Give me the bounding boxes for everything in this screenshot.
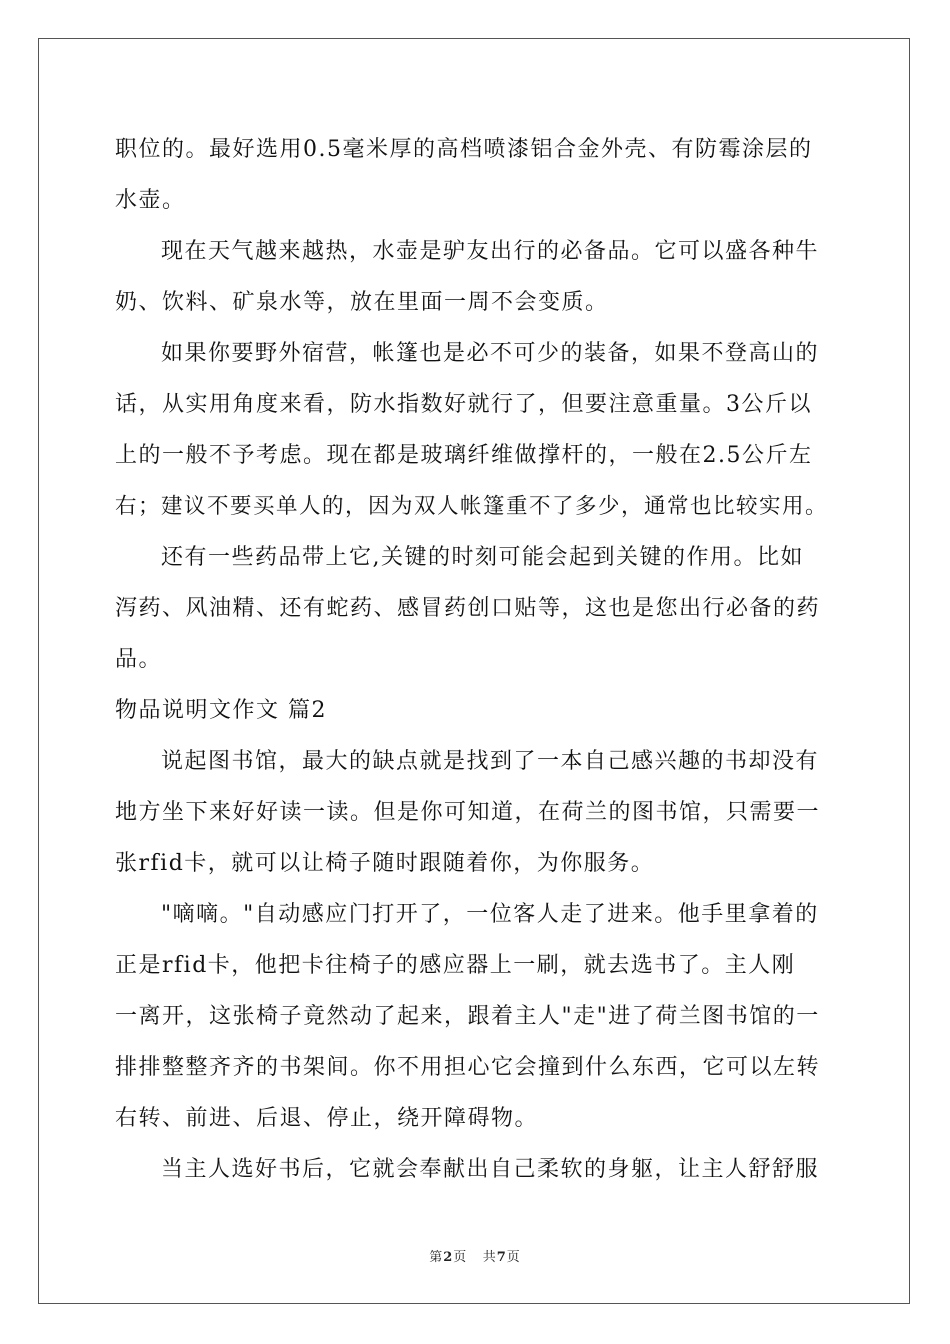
text-line: 品。 [115, 647, 163, 672]
text-line: 地方坐下来好好读一读。但是你可知道，在荷兰的图书馆，只需要一 [115, 800, 821, 825]
total-page-number: 7 [496, 1250, 507, 1265]
text-line: 现在天气越来越热，水壶是驴友出行的必备品。它可以盛各种牛 [161, 239, 820, 264]
text-line: 正是rfid卡，他把卡往椅子的感应器上一刷，就去选书了。主人刚 [115, 953, 796, 978]
text-line: 一离开，这张椅子竟然动了起来，跟着主人"走"进了荷兰图书馆的一 [115, 1004, 820, 1029]
text-line: 水壶。 [115, 188, 186, 213]
text-line: 还有一些药品带上它,关键的时刻可能会起到关键的作用。比如 [161, 545, 804, 570]
page-prefix: 第 [429, 1250, 444, 1265]
total-suffix: 页 [506, 1250, 521, 1265]
total-prefix: 共 [482, 1250, 497, 1265]
text-line: 排排整整齐齐的书架间。你不用担心它会撞到什么东西，它可以左转 [115, 1055, 821, 1080]
text-line: 右转、前进、后退、停止，绕开障碍物。 [115, 1106, 539, 1131]
text-line: 张rfid卡，就可以让椅子随时跟随着你，为你服务。 [115, 851, 655, 876]
text-line: 说起图书馆，最大的缺点就是找到了一本自己感兴趣的书却没有 [161, 749, 820, 774]
text-line: 话，从实用角度来看，防水指数好就行了，但要注意重量。3公斤以 [115, 392, 812, 417]
text-line: 泻药、风油精、还有蛇药、感冒药创口贴等，这也是您出行必备的药 [115, 596, 821, 621]
text-line: 当主人选好书后，它就会奉献出自己柔软的身躯，让主人舒舒服 [161, 1157, 820, 1182]
text-line: 职位的。最好选用0.5毫米厚的高档喷漆铝合金外壳、有防霉涂层的 [115, 137, 813, 162]
current-page-number: 2 [443, 1250, 454, 1265]
section-heading: 物品说明文作文 篇2 [115, 698, 327, 723]
text-line: 奶、饮料、矿泉水等，放在里面一周不会变质。 [115, 290, 609, 315]
page-suffix: 页 [453, 1250, 468, 1265]
page-footer [0, 1246, 950, 1265]
text-line: 如果你要野外宿营，帐篷也是必不可少的装备，如果不登高山的 [161, 341, 820, 366]
text-line: 右；建议不要买单人的，因为双人帐篷重不了多少，通常也比较实用。 [115, 494, 829, 519]
text-line: 上的一般不予考虑。现在都是玻璃纤维做撑杆的，一般在2.5公斤左 [115, 443, 813, 468]
document-body [115, 128, 840, 1199]
text-line: "嘀嘀。"自动感应门打开了，一位客人走了进来。他手里拿着的 [161, 902, 819, 927]
